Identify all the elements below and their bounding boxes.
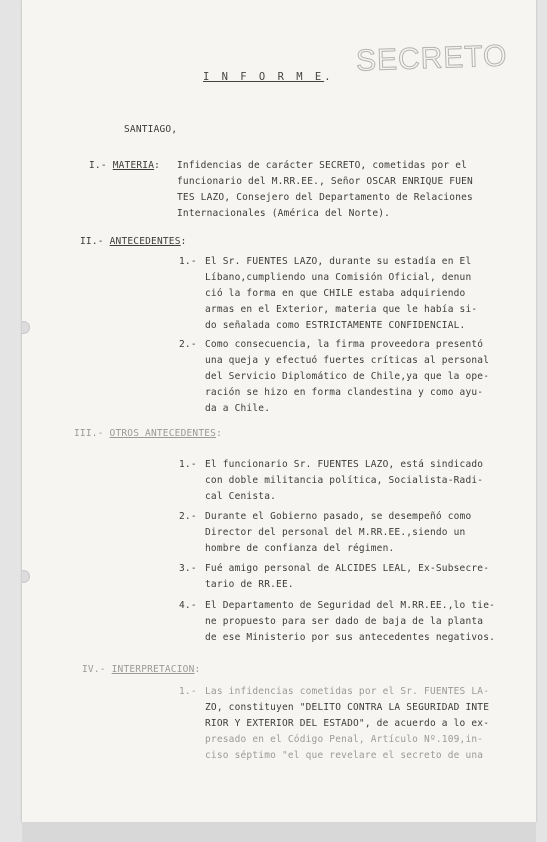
list-item-line: cal Cenista. <box>205 491 277 502</box>
document-page <box>22 0 536 822</box>
list-item-line: hombre de confianza del régimen. <box>205 543 395 554</box>
place-line: SANTIAGO, <box>124 124 178 135</box>
list-item-number: 2.- <box>179 339 197 350</box>
section-1-label: MATERIA <box>112 160 155 171</box>
list-item-number: 1.- <box>179 459 197 470</box>
section-3-number: III.- <box>74 428 104 439</box>
list-item-line: Líbano,cumpliendo una Comisión Oficial, denun <box>205 272 472 283</box>
list-item-line: armas en el Exterior, materia que le había si- <box>205 304 478 315</box>
list-item-line: del Servicio Diplomático de Chile,ya que la ope- <box>205 371 490 382</box>
list-item-line: ne propuesto para ser dado de baja de la planta <box>205 616 484 627</box>
list-item-line: Como consecuencia, la firma proveedora presentó <box>205 339 484 350</box>
section-1-line: TES LAZO, Consejero del Departamento de Relaciones <box>177 192 473 203</box>
section-1-line: Internacionales (América del Norte). <box>177 208 391 219</box>
section-1-line: Infidencias de carácter SECRETO, cometidas por el <box>177 160 468 171</box>
list-item-number: 3.- <box>179 563 197 574</box>
list-item-line: con doble militancia política, Socialista-Radi- <box>205 475 484 486</box>
list-item-line: El funcionario Sr. FUENTES LAZO, está sindicado <box>205 459 484 470</box>
list-item-number: 4.- <box>179 600 197 611</box>
scan-bottom-margin <box>22 822 536 842</box>
section-3-heading: III.- OTROS ANTECEDENTES: <box>74 428 223 439</box>
list-item-line: una queja y efectuó fuertes críticas al personal <box>205 355 490 366</box>
list-item-line: RIOR Y EXTERIOR DEL ESTADO", de acuerdo a lo ex- <box>205 718 490 729</box>
list-item-line: Las infidencias cometidas por el Sr. FUENTES LA- <box>205 686 490 697</box>
list-item-number: 2.- <box>179 511 197 522</box>
section-4-heading: IV.- INTERPRETACION: <box>82 664 201 675</box>
section-2-heading: II.- ANTECEDENTES: <box>80 236 187 247</box>
list-item-line: ció la forma en que CHILE estaba adquiriendo <box>205 288 466 299</box>
section-1-heading: I.- MATERIA: <box>89 160 161 171</box>
section-3-label: OTROS ANTECEDENTES <box>109 428 217 439</box>
list-item-line: ciso séptimo "el que revelare el secreto de una <box>205 750 484 761</box>
list-item-line: da a Chile. <box>205 403 271 414</box>
heading-text: I N F O R M E <box>203 71 325 83</box>
list-item-line: El Departamento de Seguridad del M.RR.EE.,lo tie- <box>205 600 496 611</box>
list-item-line: de ese Ministerio por sus antecedentes negativos. <box>205 632 496 643</box>
punch-hole <box>22 321 30 334</box>
list-item-line: Director del personal del M.RR.EE.,siendo un <box>205 527 466 538</box>
section-2-number: II.- <box>80 236 104 247</box>
section-1-line: funcionario del M.RR.EE., Señor OSCAR ENRIQUE FUEN <box>177 176 473 187</box>
list-item-line: ZO, constituyen "DELITO CONTRA LA SEGURIDAD INTE <box>205 702 490 713</box>
section-2-label: ANTECEDENTES <box>109 236 181 247</box>
list-item-line: El Sr. FUENTES LAZO, durante su estadía en El <box>205 256 472 267</box>
punch-hole <box>22 570 30 583</box>
section-4-label: INTERPRETACION <box>111 664 195 675</box>
document-heading <box>203 71 334 83</box>
secret-stamp: SECRETO <box>355 39 508 78</box>
list-item-line: do señalada como ESTRICTAMENTE CONFIDENCIAL. <box>205 320 466 331</box>
list-item-number: 1.- <box>179 256 197 267</box>
list-item-line: tario de RR.EE. <box>205 579 294 590</box>
heading-dot: . <box>324 71 334 83</box>
section-1-number: I.- <box>89 160 107 171</box>
list-item-line: ración se hizo en forma clandestina y como ayu- <box>205 387 484 398</box>
list-item-number: 1.- <box>179 686 197 697</box>
list-item-line: Fué amigo personal de ALCIDES LEAL, Ex-Subsecre- <box>205 563 490 574</box>
section-4-number: IV.- <box>82 664 106 675</box>
list-item-line: Durante el Gobierno pasado, se desempeñó como <box>205 511 472 522</box>
list-item-line: presado en el Código Penal, Artículo Nº.109,in- <box>205 734 484 745</box>
